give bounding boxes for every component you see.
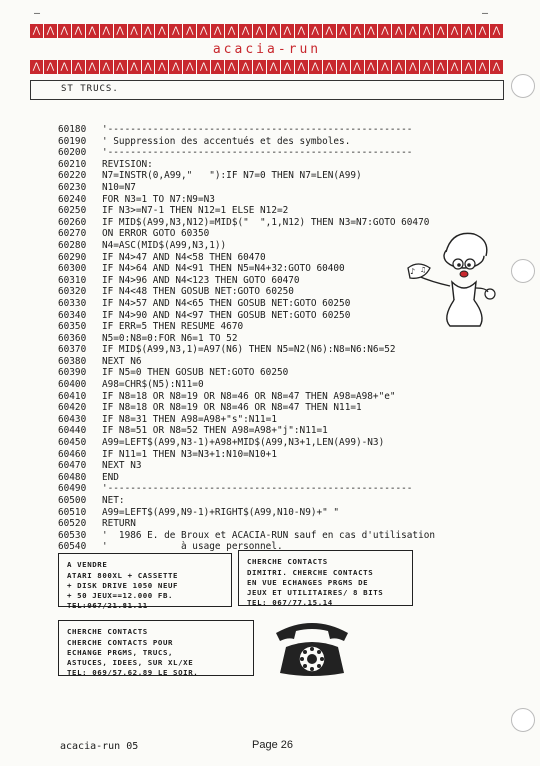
code-line	[58, 402, 538, 414]
code-text: A99=LEFT$(A99,N9-1)+RIGHT$(A99,N10-N9)+" "	[102, 506, 340, 518]
band-tile: ⋀	[211, 24, 225, 38]
classified-ad-contacts-1	[238, 550, 413, 606]
ad-line: ATARI 800XL + CASSETTE	[67, 571, 179, 580]
band-tile: ⋀	[281, 60, 295, 74]
ad-line: + DISK DRIVE 1050 NEUF	[67, 581, 179, 590]
code-text: NEXT N3	[102, 460, 142, 472]
code-line	[58, 437, 538, 449]
line-number: 60330	[58, 297, 87, 309]
code-text: NEXT N6	[102, 355, 142, 367]
line-number: 60220	[58, 170, 87, 182]
band-tile: ⋀	[86, 60, 100, 74]
band-tile: ⋀	[323, 24, 337, 38]
code-line	[58, 518, 538, 530]
band-tile: ⋀	[267, 24, 281, 38]
band-tile: ⋀	[225, 24, 239, 38]
band-tile: ⋀	[476, 60, 490, 74]
punch-hole	[511, 74, 535, 98]
band-tile: ⋀	[281, 24, 295, 38]
band-tile: ⋀	[337, 60, 351, 74]
punch-hole	[511, 259, 535, 283]
band-tile: ⋀	[169, 60, 183, 74]
ad-line: JEUX ET UTILITAIRES/ 8 BITS	[247, 588, 384, 597]
decorative-band-bottom	[30, 60, 504, 74]
ad-line: TEL:067/21.81.11	[67, 601, 148, 610]
line-number: 60460	[58, 448, 87, 460]
code-text: N10=N7	[102, 181, 136, 193]
code-line	[58, 425, 538, 437]
line-number: 60430	[58, 413, 87, 425]
page-number: Page 26	[252, 739, 293, 751]
ad-line: + 50 JEUX==12.000 FB.	[67, 591, 174, 600]
band-tile: ⋀	[30, 60, 44, 74]
band-tile: ⋀	[351, 60, 365, 74]
code-text: IF MID$(A99,N3,1)=A97(N6) THEN N5=N2(N6):N8=N6:N6=52	[102, 344, 396, 356]
line-number: 60340	[58, 309, 87, 321]
punch-hole	[511, 708, 535, 732]
code-text: IF N4<48 THEN GOSUB NET:GOTO 60250	[102, 286, 294, 298]
code-text: ON ERROR GOTO 60350	[102, 228, 210, 240]
line-number: 60510	[58, 506, 87, 518]
code-text: A98=CHR$(N5):N11=0	[102, 379, 204, 391]
band-tile: ⋀	[253, 24, 267, 38]
code-line	[58, 449, 538, 461]
band-tile: ⋀	[142, 60, 156, 74]
band-tile: ⋀	[86, 24, 100, 38]
line-number: 60280	[58, 239, 87, 251]
band-tile: ⋀	[239, 60, 253, 74]
band-tile: ⋀	[267, 60, 281, 74]
code-line	[58, 472, 538, 484]
line-number: 60350	[58, 321, 87, 333]
band-tile: ⋀	[183, 24, 197, 38]
band-tile: ⋀	[72, 60, 86, 74]
ad-line: CHERCHE CONTACTS POUR	[67, 638, 174, 647]
code-text: A99=LEFT$(A99,N3-1)+A98+MID$(A99,N3+1,LEN(A99)-N3)	[102, 437, 385, 449]
code-line	[58, 159, 538, 171]
code-listing	[58, 124, 538, 553]
band-tile: ⋀	[462, 60, 476, 74]
band-tile: ⋀	[434, 24, 448, 38]
band-tile: ⋀	[378, 24, 392, 38]
band-tile: ⋀	[490, 24, 504, 38]
code-line	[58, 530, 538, 542]
ad-line: EN VUE ECHANGES PRGMS DE	[247, 578, 369, 587]
band-tile: ⋀	[183, 60, 197, 74]
line-number: 60390	[58, 367, 87, 379]
svg-text:♪: ♪	[410, 267, 416, 276]
band-tile: ⋀	[128, 24, 142, 38]
code-line	[58, 182, 538, 194]
line-number: 60500	[58, 495, 87, 506]
band-tile: ⋀	[253, 60, 267, 74]
code-text: ' à usage personnel.	[102, 541, 283, 553]
code-text: IF N4>96 AND N4<123 THEN GOTO 60470	[102, 274, 300, 286]
svg-text:♫: ♫	[420, 266, 427, 274]
band-tile: ⋀	[392, 24, 406, 38]
band-tile: ⋀	[58, 60, 72, 74]
code-text: IF N8=51 OR N8=52 THEN A98=A98+"j":N11=1	[102, 425, 328, 437]
line-number: 60480	[58, 471, 87, 483]
band-tile: ⋀	[197, 24, 211, 38]
band-tile: ⋀	[44, 24, 58, 38]
ad-line: TEL: 067/77.15.14	[247, 598, 333, 607]
band-tile: ⋀	[490, 60, 504, 74]
code-text: RETURN	[102, 518, 136, 530]
code-line	[58, 483, 538, 495]
code-text: '------------------------------------------------------	[102, 147, 413, 159]
code-line	[58, 367, 538, 379]
code-line	[58, 147, 538, 159]
code-text: IF N8=31 THEN A98=A98+"s":N11=1	[102, 413, 277, 425]
line-number: 60290	[58, 251, 87, 263]
classified-ad-contacts-2	[58, 620, 254, 676]
line-number: 60470	[58, 460, 87, 472]
code-line	[58, 194, 538, 206]
line-number: 60210	[58, 158, 87, 170]
band-tile: ⋀	[155, 60, 169, 74]
line-number: 60370	[58, 344, 87, 356]
band-tile: ⋀	[30, 24, 44, 38]
code-text: IF N3>=N7-1 THEN N12=1 ELSE N12=2	[102, 205, 289, 217]
band-tile: ⋀	[309, 24, 323, 38]
band-tile: ⋀	[378, 60, 392, 74]
line-number: 60180	[58, 124, 87, 135]
code-text: IF N4>64 AND N4<91 THEN N5=N4+32:GOTO 60400	[102, 263, 345, 275]
code-line	[58, 379, 538, 391]
line-number: 60400	[58, 379, 87, 391]
line-number: 60450	[58, 437, 87, 449]
band-tile: ⋀	[169, 24, 183, 38]
code-text: N5=0:N8=0:FOR N6=1 TO 52	[102, 332, 238, 344]
band-tile: ⋀	[420, 60, 434, 74]
code-line	[58, 495, 538, 507]
code-text: IF N11=1 THEN N3=N3+1:N10=N10+1	[102, 448, 277, 460]
line-number: 60440	[58, 425, 87, 437]
line-number: 60260	[58, 216, 87, 228]
line-number: 60190	[58, 135, 87, 147]
corner-mark-left: —	[34, 8, 41, 19]
ad-heading: CHERCHE CONTACTS	[67, 627, 148, 636]
corner-mark-right: —	[482, 8, 489, 19]
section-bar	[30, 80, 504, 100]
ad-heading: A VENDRE	[67, 560, 108, 569]
code-line	[58, 344, 538, 356]
band-tile: ⋀	[128, 60, 142, 74]
band-tile: ⋀	[114, 60, 128, 74]
code-line	[58, 391, 538, 403]
code-line	[58, 205, 538, 217]
band-tile: ⋀	[295, 24, 309, 38]
band-tile: ⋀	[462, 24, 476, 38]
footer-issue: acacia-run 05	[60, 741, 139, 752]
code-text: IF N5=0 THEN GOSUB NET:GOTO 60250	[102, 367, 289, 379]
line-number: 60320	[58, 286, 87, 298]
code-text: IF N4>57 AND N4<65 THEN GOSUB NET:GOTO 60250	[102, 297, 351, 309]
band-tile: ⋀	[100, 24, 114, 38]
line-number: 60420	[58, 402, 87, 414]
band-tile: ⋀	[476, 24, 490, 38]
code-text: FOR N3=1 TO N7:N9=N3	[102, 193, 215, 205]
code-text: END	[102, 471, 119, 483]
code-line	[58, 460, 538, 472]
code-text: N4=ASC(MID$(A99,N3,1))	[102, 239, 227, 251]
code-text: IF N4>90 AND N4<97 THEN GOSUB NET:GOTO 60250	[102, 309, 351, 321]
code-text: '------------------------------------------------------	[102, 483, 413, 495]
section-title: ST TRUCS.	[61, 84, 119, 94]
code-line	[58, 136, 538, 148]
band-tile: ⋀	[114, 24, 128, 38]
band-tile: ⋀	[323, 60, 337, 74]
ad-line: TEL: 069/57.62.89 LE SOIR.	[67, 668, 199, 677]
band-tile: ⋀	[225, 60, 239, 74]
band-tile: ⋀	[448, 60, 462, 74]
code-text: IF N4>47 AND N4<58 THEN 60470	[102, 251, 266, 263]
line-number: 60540	[58, 541, 87, 553]
band-tile: ⋀	[365, 60, 379, 74]
band-tile: ⋀	[142, 24, 156, 38]
line-number: 60380	[58, 355, 87, 367]
code-text: ' Suppression des accentués et des symboles.	[102, 135, 351, 147]
band-tile: ⋀	[44, 60, 58, 74]
line-number: 60240	[58, 193, 87, 205]
line-number: 60490	[58, 483, 87, 495]
code-text: IF N8=18 OR N8=19 OR N8=46 OR N8=47 THEN A98=A98+"e"	[102, 390, 396, 402]
band-tile: ⋀	[406, 24, 420, 38]
band-tile: ⋀	[58, 24, 72, 38]
code-text: IF ERR=5 THEN RESUME 4670	[102, 321, 244, 333]
ad-heading: CHERCHE CONTACTS	[247, 557, 328, 566]
code-text: '------------------------------------------------------	[102, 124, 413, 135]
line-number: 60530	[58, 529, 87, 541]
line-number: 60270	[58, 228, 87, 240]
code-line	[58, 333, 538, 345]
band-tile: ⋀	[406, 60, 420, 74]
band-tile: ⋀	[155, 24, 169, 38]
mascot-illustration	[402, 222, 502, 330]
code-text: REVISION:	[102, 158, 153, 170]
code-line	[58, 414, 538, 426]
code-text: ' 1986 E. de Broux et ACACIA-RUN sauf en cas d'utilisation	[102, 529, 436, 541]
line-number: 60410	[58, 390, 87, 402]
band-tile: ⋀	[448, 24, 462, 38]
code-line	[58, 170, 538, 182]
code-text: NET:	[102, 495, 125, 506]
band-tile: ⋀	[239, 24, 253, 38]
telephone-illustration	[270, 611, 354, 681]
decorative-band-top	[30, 24, 504, 38]
band-tile: ⋀	[420, 24, 434, 38]
band-tile: ⋀	[365, 24, 379, 38]
line-number: 60360	[58, 332, 87, 344]
band-tile: ⋀	[295, 60, 309, 74]
line-number: 60200	[58, 147, 87, 159]
band-tile: ⋀	[392, 60, 406, 74]
code-line	[58, 356, 538, 368]
code-text: IF MID$(A99,N3,N12)=MID$(" ",1,N12) THEN N3=N7:GOTO 60470	[102, 216, 430, 228]
band-tile: ⋀	[211, 60, 225, 74]
code-line	[58, 507, 538, 519]
band-tile: ⋀	[309, 60, 323, 74]
line-number: 60230	[58, 181, 87, 193]
band-tile: ⋀	[337, 24, 351, 38]
line-number: 60310	[58, 274, 87, 286]
line-number: 60520	[58, 518, 87, 530]
band-tile: ⋀	[351, 24, 365, 38]
line-number: 60300	[58, 263, 87, 275]
ad-line: ASTUCES, IDEES, SUR XL/XE	[67, 658, 194, 667]
band-tile: ⋀	[100, 60, 114, 74]
band-tile: ⋀	[434, 60, 448, 74]
ad-line: ECHANGE PRGMS, TRUCS,	[67, 648, 174, 657]
classified-ad-sale	[58, 553, 232, 610]
masthead: acacia-run	[212, 42, 322, 57]
band-tile: ⋀	[72, 24, 86, 38]
band-tile: ⋀	[197, 60, 211, 74]
code-line	[58, 124, 538, 136]
ad-line: DIMITRI. CHERCHE CONTACTS	[247, 568, 374, 577]
code-text: IF N8=18 OR N8=19 OR N8=46 OR N8=47 THEN N11=1	[102, 402, 362, 414]
line-number: 60250	[58, 205, 87, 217]
code-text: N7=INSTR(0,A99," "):IF N7=0 THEN N7=LEN(A99)	[102, 170, 362, 182]
